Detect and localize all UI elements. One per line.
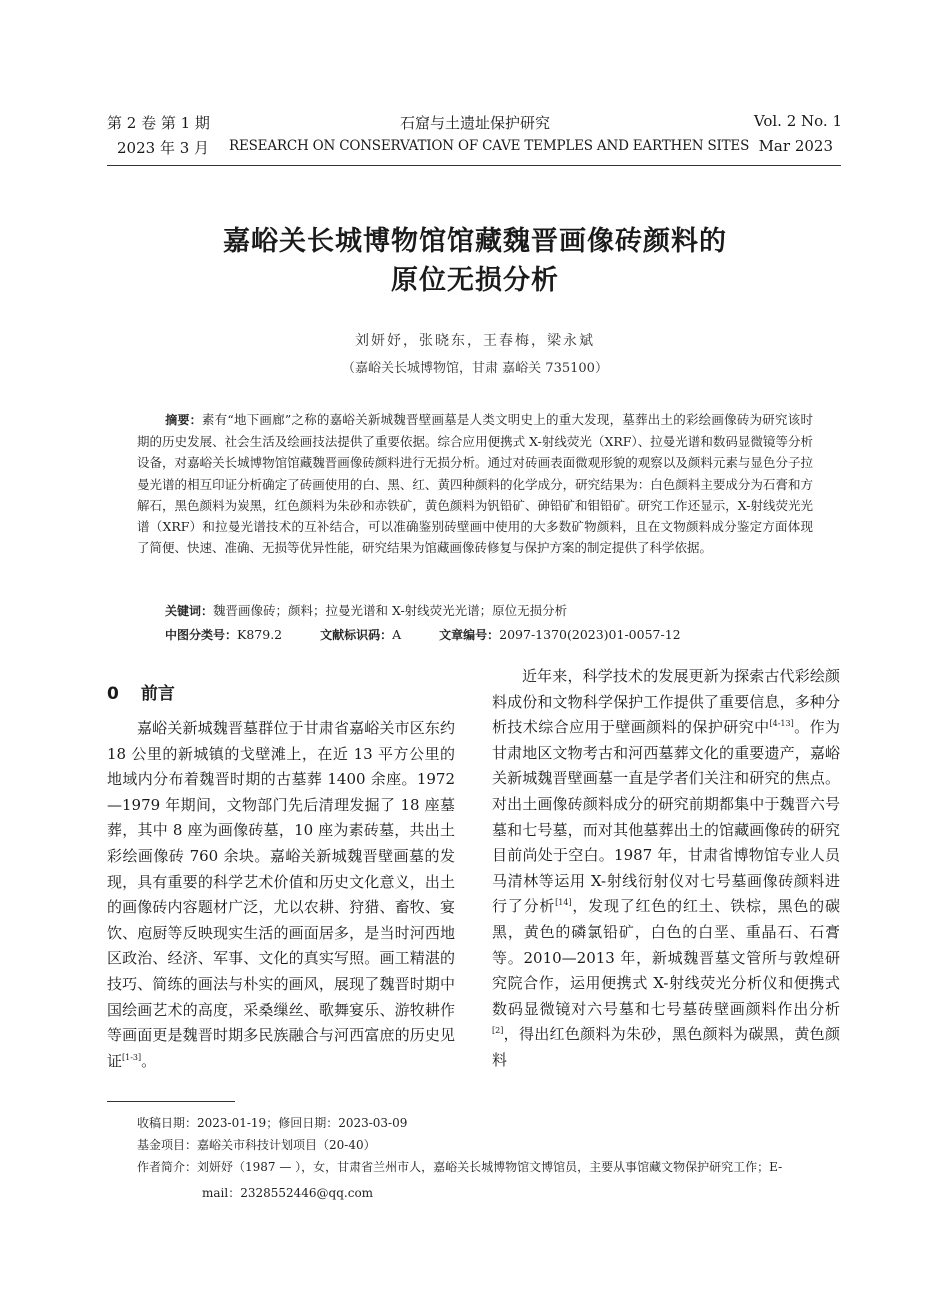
header-volume-en: Vol. 2 No. 1 xyxy=(753,112,842,130)
author-list: 刘妍妤，张晓东，王春梅，梁永斌 xyxy=(355,333,595,349)
intro-paragraph-2-text-d: ，得出红色颜料为朱砂，黑色颜料为碳黑，黄色颜料 xyxy=(492,1025,840,1069)
footnote-author-bio: 作者简介：刘妍妤（1987 — ），女，甘肃省兰州市人，嘉峪关长城博物馆文博馆员，主要从事馆藏文物保护研究工作；E- xyxy=(137,1160,783,1174)
clc-value: K879.2 xyxy=(237,627,283,642)
footnote-email: mail：2328552446@qq.com xyxy=(202,1186,374,1200)
citation-1-3: [1-3] xyxy=(122,1052,142,1062)
intro-paragraph-2 xyxy=(492,664,840,1074)
keywords xyxy=(165,601,567,619)
intro-paragraph-1 xyxy=(107,716,455,1074)
classification-line xyxy=(165,626,681,643)
section-heading xyxy=(107,679,175,704)
citation-2: [2] xyxy=(492,1026,504,1036)
abstract-label: 摘要： xyxy=(165,413,202,427)
header-journal-en: RESEARCH ON CONSERVATION OF CAVE TEMPLES AND EARTHEN SITES xyxy=(229,138,750,154)
abstract xyxy=(137,409,813,558)
citation-14: [14] xyxy=(555,898,572,908)
intro-paragraph-2-text-c: ，发现了红色的红土、铁棕，黑色的碳黑，黄色的磷氯铅矿，白色的白垩、重晶石、石膏等。2010—2013 年，新城魏晋墓文管所与敦煌研究院合作，运用便携式 X-射线荧光分析仪和便携式数码显微镜对六号墓和七号墓砖壁画颜料作出分析 xyxy=(492,897,840,1018)
doc-code-label: 文献标识码： xyxy=(320,628,393,642)
clc-label: 中图分类号： xyxy=(165,628,238,642)
article-title-line1: 嘉峪关长城博物馆馆藏魏晋画像砖颜料的 xyxy=(223,226,727,257)
left-column xyxy=(107,716,455,1074)
header-journal-cn: 石窟与土遗址保护研究 xyxy=(399,114,550,132)
intro-paragraph-1-end: 。 xyxy=(141,1051,157,1070)
intro-paragraph-2-text-a: 近年来，科学技术的发展更新为探索古代彩绘颜料成份和文物科学保护工作提供了重要信息，多种分析技术综合应用于壁画颜料的保护研究中 xyxy=(492,667,840,737)
header-date-cn: 2023 年 3 月 xyxy=(117,139,210,157)
header-date-en: Mar 2023 xyxy=(758,137,833,155)
keywords-text: 魏晋画像砖；颜料；拉曼光谱和 X-射线荧光光谱；原位无损分析 xyxy=(213,603,568,618)
intro-paragraph-1-text: 嘉峪关新城魏晋墓群位于甘肃省嘉峪关市区东约 18 公里的新城镇的戈壁滩上，在近 13 平方公里的地域内分布着魏晋时期的古墓葬 1400 余座。1972—1979 年期间，文物部门先后清理发掘了 18 座墓葬，其中 8 座为画像砖墓，10 座为素砖墓，共出土彩绘画像砖 760 余块。嘉峪关新城魏晋壁画墓的发现，具有重要的科学艺术价值和历史文化意义，出土的画像砖内容题材广泛，尤以农耕、狩猎、畜牧、宴饮、庖厨等反映现实生活的画面居多，是当时河西地区政治、经济、军事、文化的真实写照。画工精湛的技巧、简练的画法与朴实的画风，展现了魏晋时期中国绘画艺术的高度，采桑缫丝、歌舞宴乐、游牧耕作等画面更是魏晋时期多民族融合与河西富庶的历史见证 xyxy=(107,719,455,1070)
section-title: 前言 xyxy=(140,684,175,704)
right-column xyxy=(492,664,840,1074)
abstract-text: 素有“地下画廊”之称的嘉峪关新城魏晋壁画墓是人类文明史上的重大发现，墓葬出土的彩绘画像砖为研究该时期的历史发展、社会生活及绘画技法提供了重要依据。综合应用便携式 X-射线荧光（XRF）、拉曼光谱和数码显微镜等分析设备，对嘉峪关长城博物馆馆藏魏晋画像砖颜料进行无损分析。通过对砖画表面微观形貌的观察以及颜料元素与显色分子拉曼光谱的相互印证分析确定了砖画使用的白、黑、红、黄四种颜料的化学成分，研究结果为：白色颜料主要成分为石膏和方解石，黑色颜料为炭黑，红色颜料为朱砂和赤铁矿，黄色颜料为钒铅矿、砷铅矿和钼铅矿。研究工作还显示，X-射线荧光光谱（XRF）和拉曼光谱技术的互补结合，可以准确鉴别砖壁画中使用的大多数矿物颜料，且在文物颜料成分鉴定方面体现了简便、快速、准确、无损等优异性能，研究结果为馆藏画像砖修复与保护方案的制定提供了科学依据。 xyxy=(137,412,813,556)
citation-4-13: [4-13] xyxy=(769,719,794,729)
article-number-label: 文章编号： xyxy=(439,628,500,642)
article-title-line2: 原位无损分析 xyxy=(391,265,559,296)
header-volume-cn: 第 2 卷 第 1 期 xyxy=(107,114,210,132)
footnote-fund: 基金项目：嘉峪关市科技计划项目（20-40） xyxy=(137,1138,376,1152)
affiliation: （嘉峪关长城博物馆，甘肃 嘉峪关 735100） xyxy=(342,361,608,376)
section-number: 0 xyxy=(107,684,119,704)
footnote-received: 收稿日期：2023-01-19；修回日期：2023-03-09 xyxy=(137,1116,408,1130)
article-number-value: 2097-1370(2023)01-0057-12 xyxy=(499,627,681,642)
intro-paragraph-2-text-b: 。作为甘肃地区文物考古和河西墓葬文化的重要遗产，嘉峪关新城魏晋壁画墓一直是学者们关注和研究的焦点。对出土画像砖颜料成分的研究前期都集中于魏晋六号墓和七号墓，而对其他墓葬出土的馆藏画像砖的研究目前尚处于空白。1987 年，甘肃省博物馆专业人员马清林等运用 X-射线衍射仪对七号墓画像砖颜料进行了分析 xyxy=(492,718,840,916)
footnote-rule xyxy=(107,1101,235,1102)
keywords-label: 关键词： xyxy=(165,604,214,618)
doc-code-value: A xyxy=(392,627,402,642)
header-rule xyxy=(107,165,841,166)
